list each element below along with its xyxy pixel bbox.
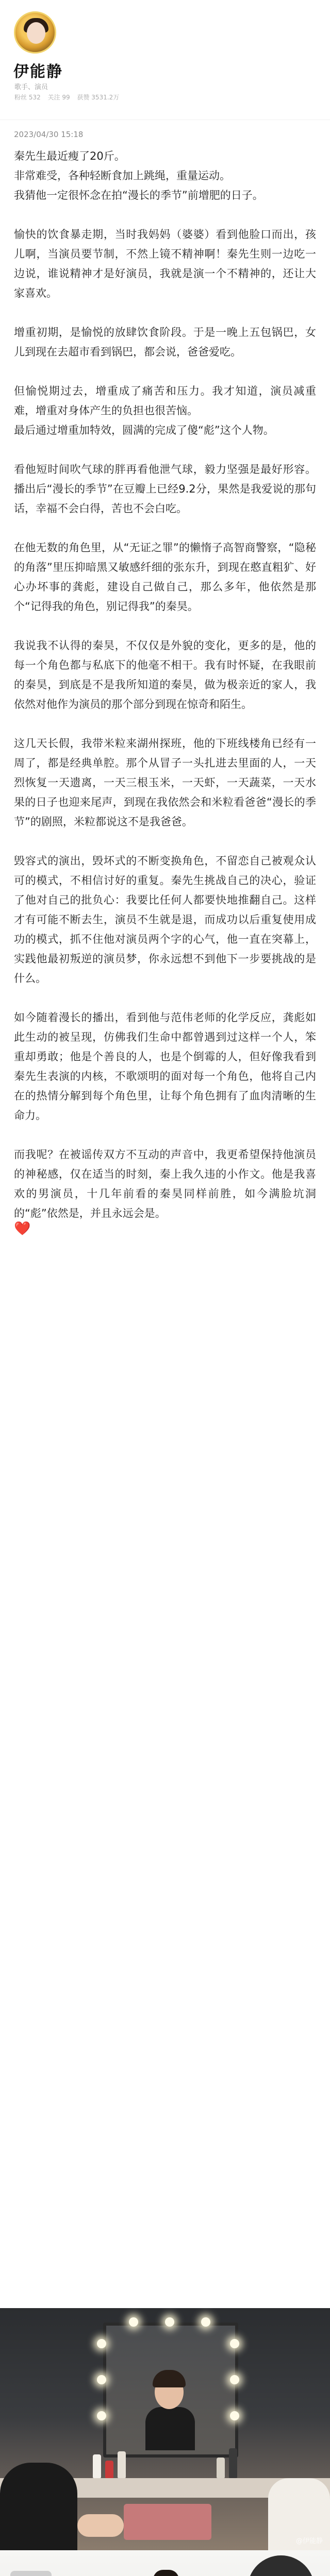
paragraph: 毁容式的演出，毁坏式的不断变换角色，不留恋自己被观众认可的模式，不相信讨好的重复。秦先生挑战自己的决心，验证了他对自己的批负心：我要比任何人都要快地推翻自己。这样才有可能不断去生，演员不生就是退，而成功以后重复使用成功的模式，抓不住他对演员两个字的心气，他一直在突幕上，实践他最初叛逆的演员梦，你永远想不到他下一步要挑战的是什么。 bbox=[14, 855, 316, 985]
mirror-bulb bbox=[97, 2411, 106, 2420]
profile-role: 歌手、演员 bbox=[14, 83, 48, 91]
profile-header bbox=[0, 0, 330, 122]
mirror-bulb bbox=[129, 2317, 138, 2327]
paragraph: 但愉悦期过去，增重成了痛苦和压力。我才知道，演员减重难，增重对身体产生的负担也很苦恼。 最后通过增重加特效，圆满的完成了傻“彪”这个人物。 bbox=[14, 385, 316, 436]
mirror-bulb bbox=[97, 2375, 106, 2384]
person-foreground bbox=[0, 2463, 77, 2551]
profile-stat: 获赞 3531.2万 bbox=[77, 94, 120, 101]
profile-stat: 粉丝 532 bbox=[14, 94, 41, 101]
post-date: 2023/04/30 15:18 bbox=[14, 130, 84, 139]
paragraph: 我说我不认得的秦昊，不仅仅是外貌的变化，更多的是，他的每一个角色都与私底下的他毫不相干。我有时怀疑，在我眼前的秦昊，到底是不是我所知道的秦昊，做为极亲近的家人，我依然对他作为演员的那个部分到现在惊奇和陌生。 bbox=[14, 639, 316, 710]
cosmetic-bottle bbox=[118, 2451, 126, 2478]
paragraph: 如今随着漫长的播出，看到他与范伟老师的化学反应，龚彪如此生动的被呈现，仿佛我们生命中都曾遇到过这样一个人，笨重却勇敢；他是个善良的人，也是个倒霉的人，但好像我看到秦先生表演的内核，不歌颂明的面对每一个角色，他将自己内在的热情分解到每个角色里，让每个角色拥有了血肉清晰的生命力。 bbox=[14, 1011, 316, 1122]
paragraph: 愉快的饮食暴走期，当时我妈妈（婆婆）看到他脸口而出，孩儿啊，当演员要节制，不然上镜不精神啊！秦先生则一边吃一边说，谁说精神才是好演员，我就是演一个不精神的，还让大家喜欢。 bbox=[14, 228, 316, 299]
paragraph: 这几天长假，我带米粒来湖州探班，他的下班线楼角已经有一周了，都是经典单腔。那个从冒子一头扎进去里面的人，一天烈恢复一天遗离，一天三根玉米，一天虾，一天蔬菜，一天水果的日子也迎来尾声，到现在我依然会和米粒看爸爸“漫长的季节”的剧照，米粒都说这不是我爸爸。 bbox=[14, 737, 316, 828]
cosmetic-bottle bbox=[229, 2448, 237, 2478]
photo-dressing-room[interactable] bbox=[0, 2308, 330, 2551]
avatar-face bbox=[27, 22, 45, 44]
paragraph: 增重初期，是愉悦的放肆饮食阶段。于是一晚上五包锅巴，女儿到现在去超市看到锅巴，都会说，爸爸爱吃。 bbox=[14, 326, 316, 358]
studio-umbrella bbox=[248, 2555, 315, 2576]
mirror-bulb bbox=[230, 2339, 239, 2348]
profile-name[interactable]: 伊能静 bbox=[13, 63, 63, 81]
cosmetic-bottle bbox=[105, 2461, 113, 2478]
reflection-body bbox=[145, 2407, 195, 2450]
watermark: @伊能静 bbox=[295, 2537, 323, 2545]
paragraph: 秦先生最近瘦了20斤。 非常难受，各种轻断食加上跳绳，重量运动。 我猜他一定很怀念在拍“漫长的季节”前增肥的日子。 bbox=[14, 150, 263, 201]
avatar[interactable] bbox=[14, 11, 56, 54]
profile-stats bbox=[14, 93, 124, 101]
cosmetic-bottle bbox=[93, 2454, 101, 2478]
mirror-bulb bbox=[230, 2411, 239, 2420]
hand bbox=[77, 2514, 124, 2537]
paragraph: 而我呢？在被谣传双方不互动的声音中，我更希望保持他演员的神秘感，仅在适当的时刻，秦上我久违的小作文。他是我喜欢的男演员，十几年前看的秦昊同样前胜，如今满脸坑洞的“彪”依然是，并且永远会是。 bbox=[14, 1148, 316, 1219]
makeup-mat bbox=[124, 2504, 211, 2540]
paragraph: 看他短时间吹气球的胖再看他泄气球，毅力坚强是最好形容。播出后“漫长的季节”在豆瓣上已经9.2分，果然是我爱说的那句话，幸福不会白得，苦也不会白吃。 bbox=[14, 463, 316, 515]
mirror-bulb bbox=[165, 2317, 174, 2327]
profile-meta bbox=[14, 81, 52, 91]
studio-light bbox=[10, 2571, 52, 2576]
heart-emoji: ❤️ bbox=[14, 1221, 31, 1236]
mirror-bulb bbox=[97, 2339, 106, 2348]
paragraph: 在他无数的角色里，从“无证之罪”的懒惰子高智商警察，“隐秘的角落”里压抑暗黑又敏感纤细的张东升，到现在憨直粗犷、好心办坏事的龚彪，建设自己做自己，那么多年，他依然是那个“记得我的角色，别记得我”的秦昊。 bbox=[14, 541, 316, 613]
mirror-bulb bbox=[201, 2317, 210, 2327]
mirror-bulb bbox=[230, 2375, 239, 2384]
photo-studio[interactable] bbox=[0, 2550, 330, 2576]
profile-stat: 关注 99 bbox=[47, 94, 70, 101]
dancer-hair bbox=[153, 2570, 179, 2576]
post-body bbox=[14, 130, 316, 1236]
cosmetic-bottle bbox=[217, 2458, 225, 2478]
